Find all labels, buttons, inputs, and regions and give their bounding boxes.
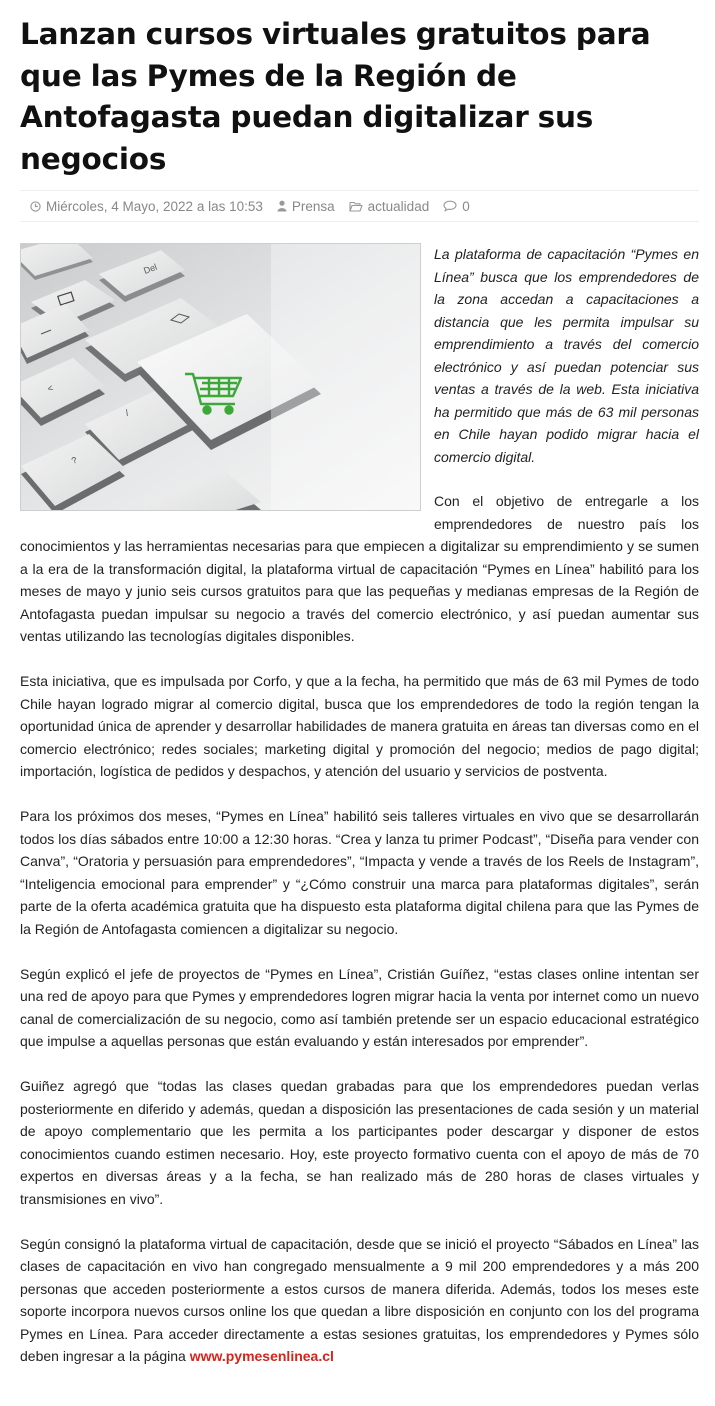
paragraph-6-text: Según consignó la plataforma virtual de capacitación, desde que se inició el proyecto “Sábados en Línea” las clases de capacitación en vivo han congregado mensualmente a 9 mil 200 emprendedores y a más 200 personas que acceden posteriormente a estos cursos de manera diferida. Además, todos los meses este soporte incorpora nuevos cursos online los que quedan a libre disposición en conjunto con los del programa Pymes en Línea. Para acceder directamente a estas sesiones gratuitas, los emprendedores y Pymes sólo deben ingresar a la página [20, 1235, 699, 1364]
article [20, 14, 699, 1390]
svg-text:Del: Del [142, 261, 159, 276]
article-body [20, 243, 699, 1368]
keyboard-photo [21, 244, 420, 510]
svg-text:<: < [46, 382, 55, 394]
paragraph-2: Esta iniciativa, que es impulsada por Corfo, y que a la fecha, ha permitido que más de 63 mil Pymes de todo Chile hayan logrado migrar al comercio digital, busca que los emprendedores de todo la región tengan la oportunidad única de aprender y desarrollar habilidades de manera gratuita en áreas tan diversas como en el comercio electrónico; redes sociales; marketing digital y promoción del negocio; medios de pago digital; importación, logística de pedidos y despachos, y atención del usuario y servicios de postventa. [20, 673, 699, 779]
meta-comments-count[interactable]: 0 [462, 198, 470, 214]
article-title: Lanzan cursos virtuales gratuitos para que las Pymes de la Región de Antofagasta puedan digitalizar sus negocios [20, 17, 651, 176]
svg-text:?: ? [70, 454, 79, 466]
article-lead: La plataforma de capacitación “Pymes en Línea” busca que los emprendedores de la zona accedan a capacitaciones a distancia que les permita impulsar su emprendimiento a través del comercio electrónico y así puedan potenciar sus ventas a través de la web. Esta iniciativa ha permitido que más de 63 mil personas en Chile hayan podido migrar hacia el comercio digital. [434, 246, 699, 465]
paragraph-3: Para los próximos dos meses, “Pymes en Línea” habilitó seis talleres virtuales en vivo que se desarrollarán todos los días sábados entre 10:00 a 12:30 horas. “Crea y lanza tu primer Podcast”, “Diseña para vender con Canva”, “Oratoria y persuasión para emprendedores”, “Impacta y vende a través de los Reels de Instagram”, “Inteligencia emocional para emprender” y “¿Cómo construir una marca para plataformas digitales”, serán parte de la oferta académica gratuita que ha dispuesto esta plataforma digital chilena para que las Pymes de la Región de Antofagasta comiencen a digitalizar su negocio. [20, 808, 699, 937]
meta-author[interactable] [277, 199, 335, 214]
pymesenlinea-link[interactable]: www.pymesenlinea.cl [189, 1348, 334, 1364]
paragraph-5: Guiñez agregó que “todas las clases quedan grabadas para que los emprendedores puedan verlas posteriormente en diferido y además, quedan a disposición las presentaciones de cada sesión y un material de apoyo complementario que les permita a los participantes poder descargar y disponer de estos conocimientos cuando estimen necesario. Hoy, este proyecto formativo cuenta con el apoyo de más de 70 expertos en diversas áreas y a la fecha, se han realizado más de 280 horas de clases virtuales y transmisiones en vivo”. [20, 1078, 699, 1207]
meta-author-text[interactable]: Prensa [291, 198, 335, 214]
clock-icon [30, 201, 41, 212]
meta-category[interactable] [349, 199, 430, 214]
folder-open-icon [349, 201, 363, 212]
meta-date-text: Miércoles, 4 Mayo, 2022 a las 10:53 [46, 198, 263, 214]
meta-category-text[interactable]: actualidad [367, 198, 430, 214]
paragraph-6 [20, 1233, 699, 1368]
meta-date [30, 199, 263, 214]
user-icon [277, 200, 287, 212]
meta-comments[interactable] [443, 199, 470, 214]
article-meta [20, 190, 699, 222]
svg-text:/: / [124, 407, 131, 418]
paragraph-1: Con el objetivo de entregarle a los emprendedores de nuestro país los conocimientos y las herramientas necesarias para que empiecen a digitalizar su emprendimiento y se sumen a la era de la transformación digital, la plataforma virtual de capacitación “Pymes en Línea” habilitó para los meses de mayo y junio seis cursos gratuitos para que las pequeñas y medianas empresas de la Región de Antofagasta puedan impulsar su negocio a través del comercio electrónico, y así puedan aumentar sus ventas utilizando las tecnologías digitales disponibles. [20, 493, 699, 644]
featured-image [20, 243, 421, 511]
comment-icon [443, 200, 457, 212]
paragraph-4: Según explicó el jefe de proyectos de “Pymes en Línea”, Cristián Guíñez, “estas clases online intentan ser una red de apoyo para que Pymes y emprendedores logren migrar hacia la venta por internet como un nuevo canal de comercialización de su negocio, como así también pretende ser un espacio educacional estratégico que impulse a aquellas personas que están evaluando y están interesados por emprender”. [20, 965, 699, 1049]
